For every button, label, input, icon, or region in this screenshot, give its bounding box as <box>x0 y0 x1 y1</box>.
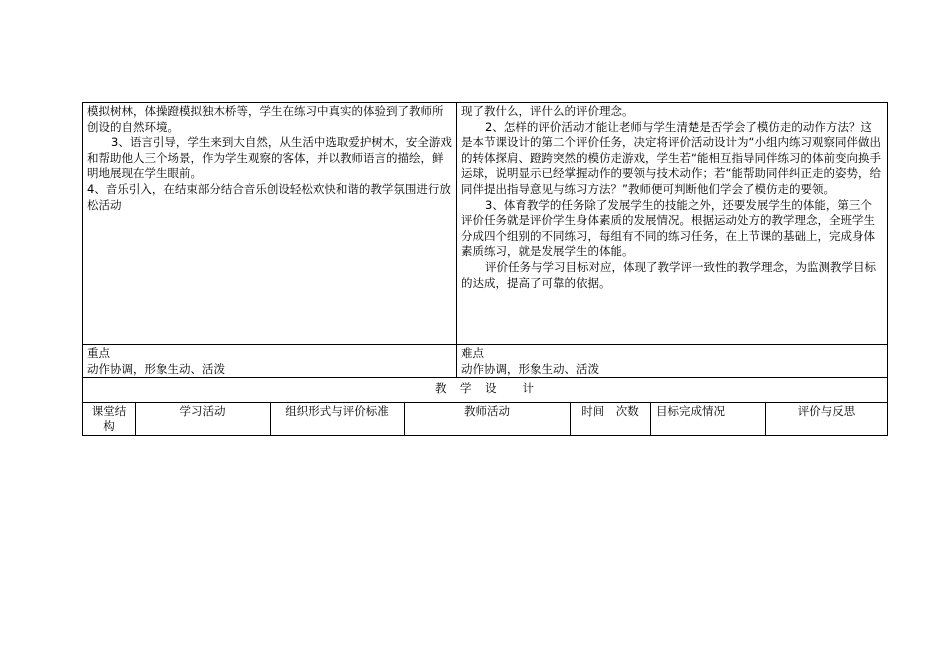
right-text-block <box>461 104 883 291</box>
left-paragraph: 3、语言引导，学生来到大自然，从生活中选取爱护树木，安全游戏和帮助他人三个场景，作为学生观察的客体，并以教师语言的描绘，鲜明地展现在学生眼前。 <box>87 135 452 181</box>
col-header-time: 时间 次数 <box>581 404 639 418</box>
row-divider <box>82 344 888 345</box>
key-point-cell <box>87 346 452 377</box>
col-header-learning: 学习活动 <box>179 404 226 418</box>
left-text-block <box>87 104 452 213</box>
design-title: 教 学 设 计 <box>435 381 535 395</box>
column-divider <box>456 102 457 377</box>
col-header-teacher: 教师活动 <box>464 404 510 418</box>
right-paragraph: 2、怎样的评价活动才能让老师与学生清楚是否学会了模仿走的动作方法？这是本节课设计的第二个评价任务，决定将评价活动设计为“小组内练习观察同伴做出的转体探肩、蹬跨突然的模仿走游戏，学生若“能相互指导同伴练习的体前变向换手运球，说明显示已经掌握动作的要领与技术动作；若“能帮助同伴纠正走的姿势，给同伴提出指导意见与练习方法？”教师便可判断他们学会了模仿走的要领。 <box>461 119 881 196</box>
row-divider <box>82 402 888 403</box>
difficulty-cell <box>461 346 883 377</box>
right-paragraph: 评价任务与学习目标对应，体现了教学评一致性的教学理念，为监测教学目标的达成，提高了可靠的依据。 <box>461 259 876 290</box>
left-paragraph: 模拟树林，体操蹬模拟独木桥等，学生在练习中真实的体验到了教师所创设的自然环境。 <box>87 104 444 134</box>
right-paragraph: 3、体育教学的任务除了发展学生的技能之外，还要发展学生的体能，第三个评价任务就是评价学生身体素质的发展情况。根据运动处方的教学理念，全班学生分成四个组别的不同练习，每组有不同的练习任务，在上节课的基础上，完成身体素质练习，就是发展学生的体能。 <box>461 197 875 259</box>
right-paragraph: 现了教什么，评什么的评价理念。 <box>461 104 634 118</box>
col-header-evaluation: 评价与反思 <box>797 404 856 418</box>
col-header-organization: 组织形式与评价标准 <box>285 404 389 418</box>
left-paragraph: 4、音乐引入，在结束部分结合音乐创设轻松欢快和谐的教学氛围进行放松活动 <box>87 181 451 212</box>
col-header-structure: 课堂结构 <box>91 404 127 433</box>
col-header-goal: 目标完成情况 <box>656 404 725 418</box>
key-point-label: 重点 <box>87 346 110 360</box>
difficulty-value: 动作协调，形象生动、活泼 <box>461 361 599 376</box>
key-point-value: 动作协调，形象生动、活泼 <box>87 361 225 376</box>
difficulty-label: 难点 <box>461 346 484 360</box>
